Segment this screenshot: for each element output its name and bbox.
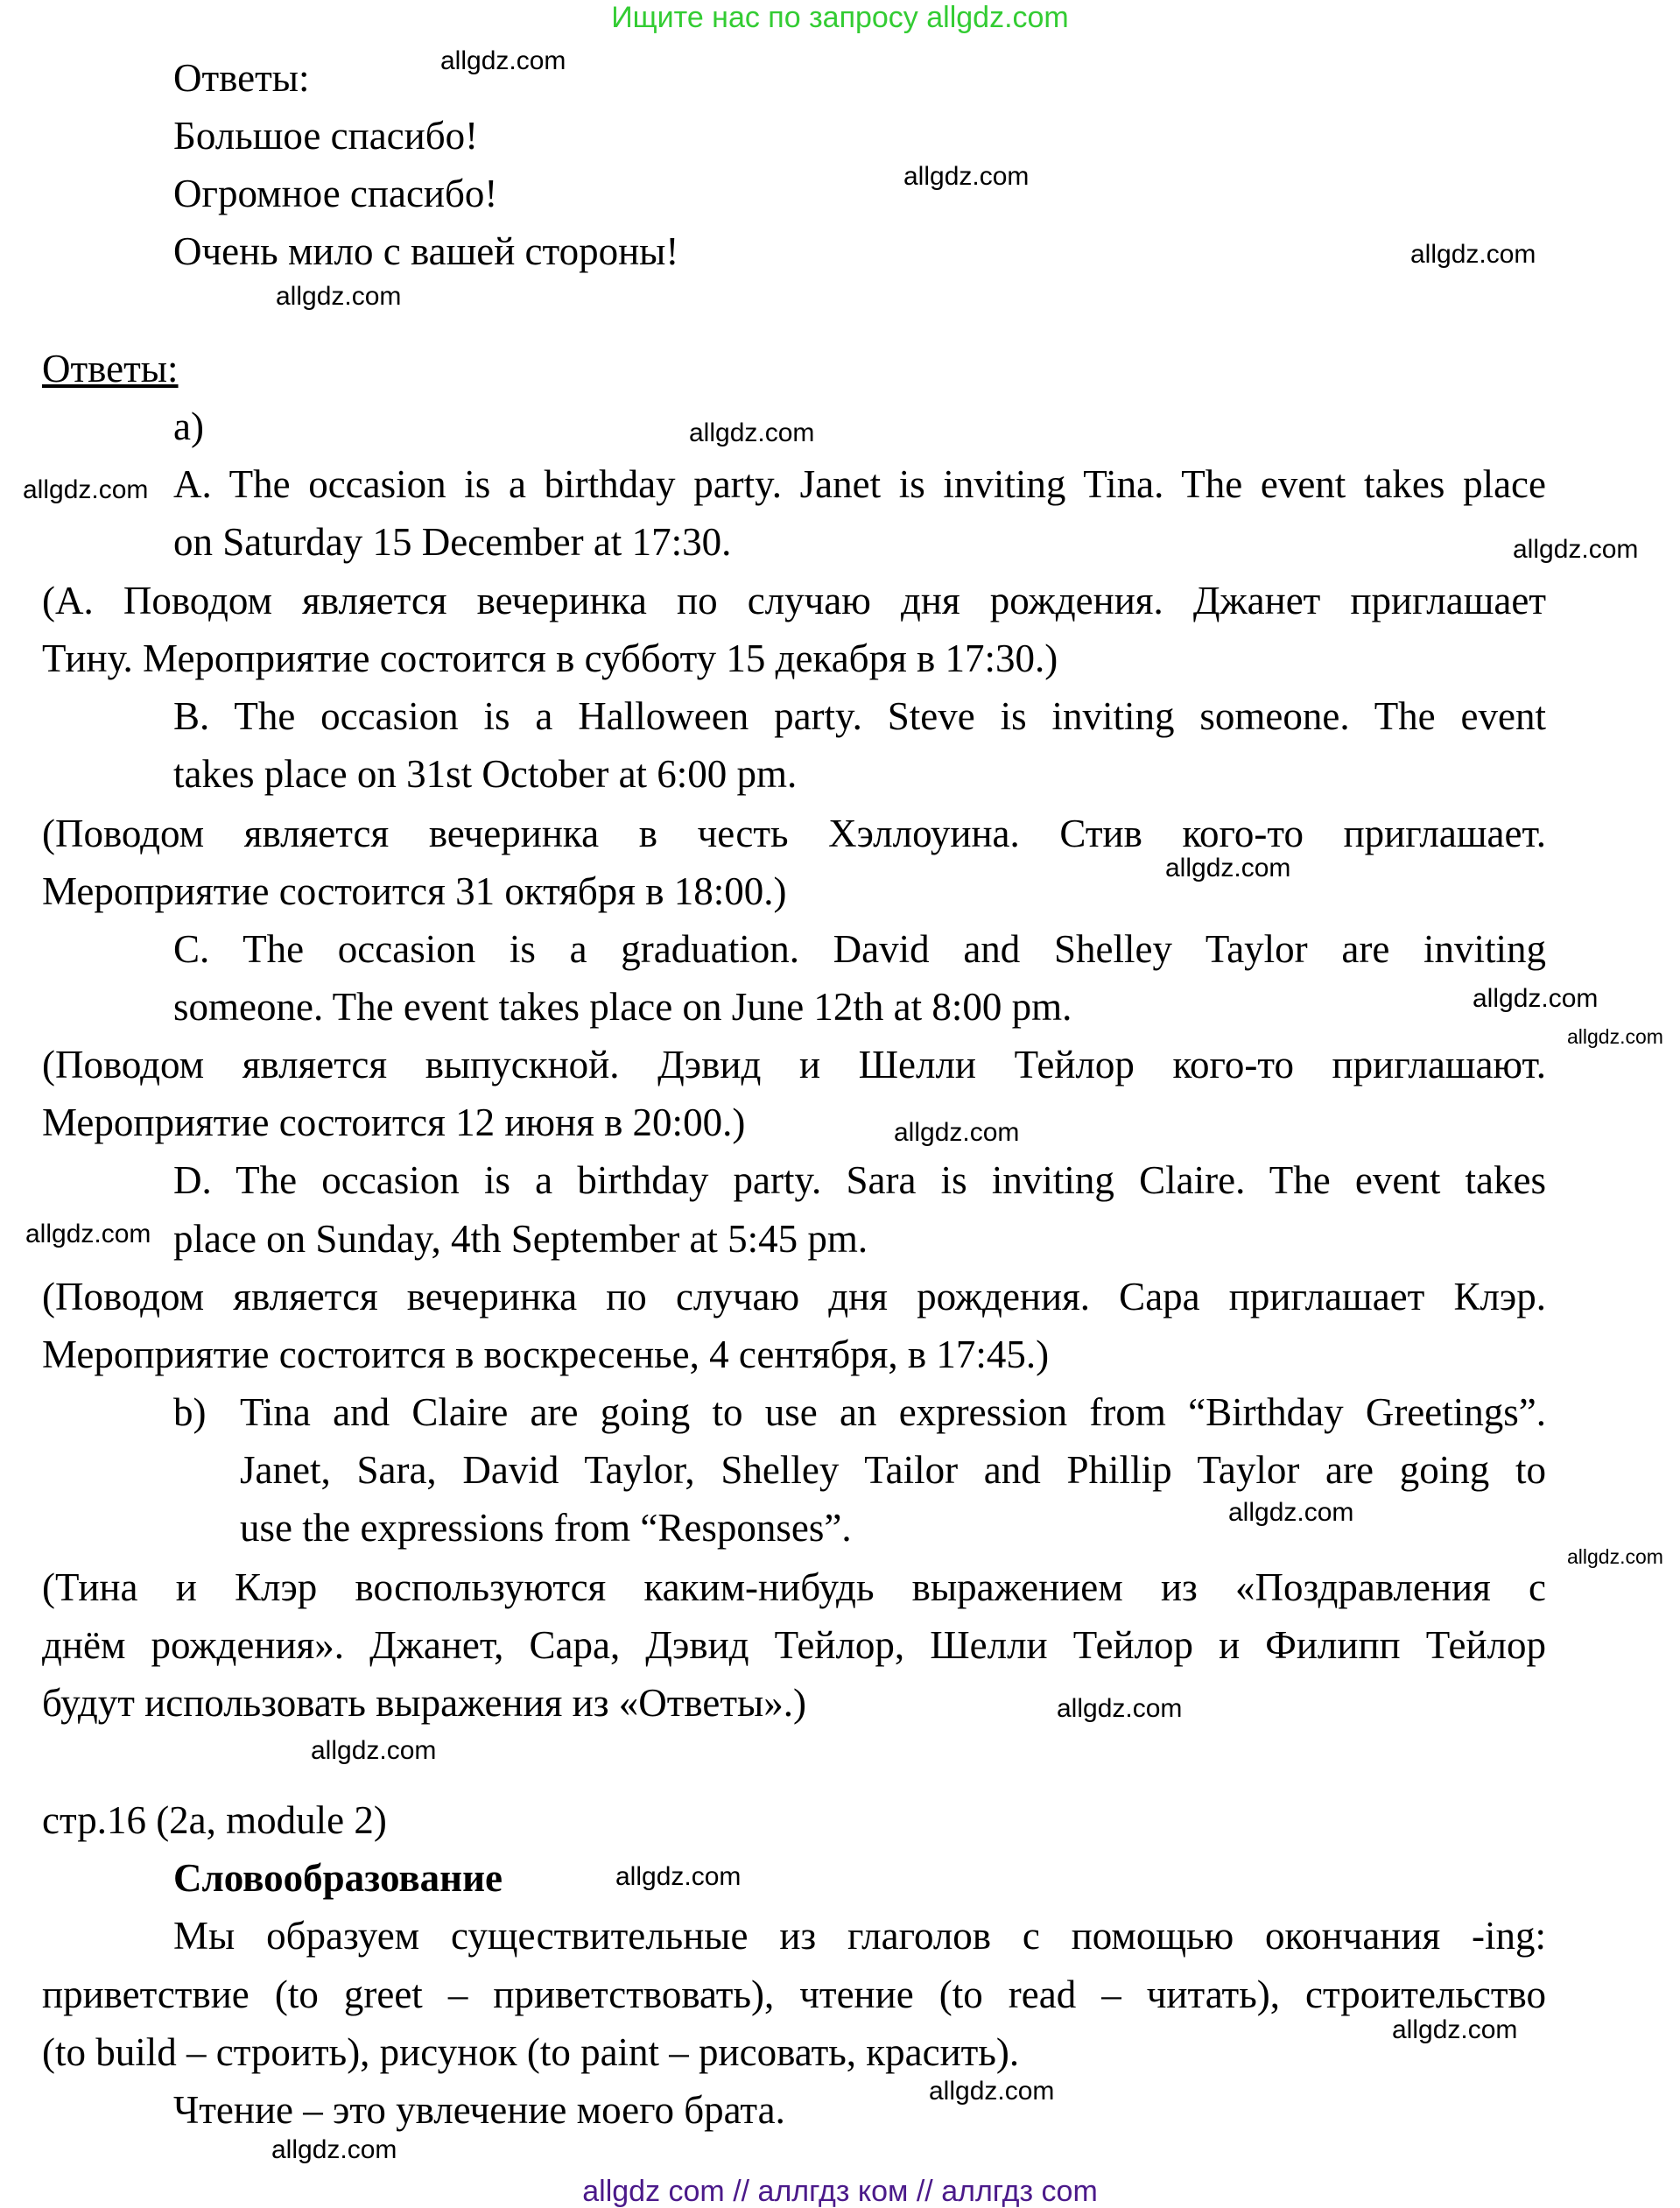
text-line: Огромное спасибо! [173, 172, 498, 215]
section-title: Словообразование [173, 1856, 503, 1900]
answers-heading-underlined: Ответы: [42, 347, 179, 390]
text-line: Чтение – это увлечение моего брата. [173, 2088, 785, 2132]
text-line: B. The occasion is a Halloween party. Steve is inviting someone. The event [173, 694, 1546, 738]
text-line: (to build – строить), рисунок (to paint – рисовать, красить). [42, 2030, 1020, 2074]
watermark: allgdz.com [615, 1862, 742, 1891]
text-line: (А. Поводом является вечеринка по случаю дня рождения. Джанет приглашает [42, 579, 1546, 622]
text-line: (Поводом является вечеринка по случаю дня рождения. Сара приглашает Клэр. [42, 1275, 1546, 1318]
item-label-b: b) [173, 1390, 207, 1434]
text-line: Тину. Мероприятие состоится в субботу 15 декабря в 17:30.) [42, 636, 1058, 680]
item-label-a: a) [173, 404, 204, 448]
text-line: (Поводом является вечеринка в честь Хэллоуина. Стив кого-то приглашает. [42, 812, 1546, 855]
text-line: A. The occasion is a birthday party. Janet is inviting Tina. The event takes place [173, 462, 1546, 506]
text-line: днём рождения». Джанет, Сара, Дэвид Тейлор, Шелли Тейлор и Филипп Тейлор [42, 1623, 1546, 1667]
watermark: allgdz.com [271, 2135, 397, 2164]
text-line: takes place on 31st October at 6:00 pm. [173, 752, 798, 796]
text-line: Мероприятие состоится 12 июня в 20:00.) [42, 1100, 746, 1144]
watermark: allgdz.com [1057, 1694, 1183, 1723]
text-line: Мероприятие состоится 31 октября в 18:00.) [42, 869, 787, 913]
watermark: allgdz.com [894, 1118, 1020, 1147]
watermark: allgdz.com [929, 2077, 1055, 2106]
watermark: allgdz.com [23, 475, 149, 504]
search-banner: Ищите нас по запросу allgdz.com [611, 1, 1069, 34]
watermark: allgdz.com [276, 282, 402, 311]
watermark: allgdz.com [1567, 1545, 1663, 1568]
text-line: Очень мило с вашей стороны! [173, 229, 679, 273]
watermark: allgdz.com [1410, 240, 1536, 269]
footer-links[interactable]: allgdz com // аллгдз ком // аллгдз com [582, 2175, 1098, 2208]
watermark: allgdz.com [25, 1220, 151, 1248]
watermark: allgdz.com [1228, 1498, 1354, 1527]
watermark: allgdz.com [1567, 1025, 1663, 1048]
watermark: allgdz.com [1473, 984, 1599, 1013]
text-line: приветствие (to greet – приветствовать), чтение (to read – читать), строительство [42, 1972, 1546, 2016]
page-reference: стр.16 (2a, module 2) [42, 1798, 387, 1842]
text-line: (Тина и Клэр воспользуются каким-нибудь выражением из «Поздравления с [42, 1565, 1546, 1609]
answers-heading: Ответы: [173, 56, 310, 100]
text-line: Мероприятие состоится в воскресенье, 4 сентября, в 17:45.) [42, 1333, 1050, 1376]
text-line: Tina and Claire are going to use an expression from “Birthday Greetings”. [240, 1390, 1546, 1434]
watermark: allgdz.com [311, 1736, 437, 1765]
watermark: allgdz.com [440, 46, 566, 75]
text-line: Большое спасибо! [173, 114, 479, 158]
watermark: allgdz.com [1165, 854, 1291, 882]
watermark: allgdz.com [1513, 535, 1639, 564]
watermark: allgdz.com [903, 162, 1030, 191]
text-line: будут использовать выражения из «Ответы».) [42, 1681, 806, 1725]
watermark: allgdz.com [1392, 2015, 1518, 2044]
text-line: C. The occasion is a graduation. David and Shelley Taylor are inviting [173, 927, 1546, 971]
text-line: Janet, Sara, David Taylor, Shelley Tailor and Phillip Taylor are going to [240, 1448, 1546, 1492]
watermark: allgdz.com [689, 418, 815, 447]
text-line: on Saturday 15 December at 17:30. [173, 520, 732, 564]
text-line: someone. The event takes place on June 12th at 8:00 pm. [173, 985, 1072, 1029]
text-line: (Поводом является выпускной. Дэвид и Шелли Тейлор кого-то приглашают. [42, 1043, 1546, 1086]
text-line: D. The occasion is a birthday party. Sara is inviting Claire. The event takes [173, 1158, 1546, 1202]
text-line: use the expressions from “Responses”. [240, 1506, 852, 1550]
text-line: place on Sunday, 4th September at 5:45 pm. [173, 1217, 868, 1261]
text-line: Мы образуем существительные из глаголов с помощью окончания -ing: [173, 1914, 1546, 1958]
